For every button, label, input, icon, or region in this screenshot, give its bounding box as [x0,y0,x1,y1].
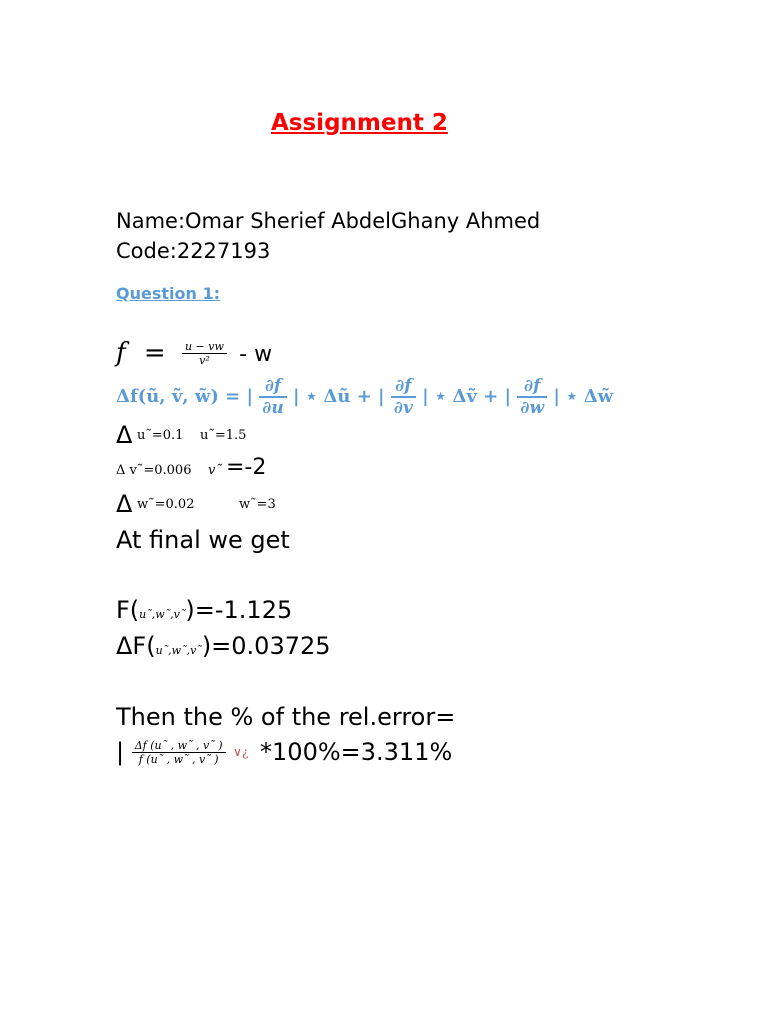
function-fraction [182,340,227,367]
v-value: =-2 [226,455,267,480]
partial-u-numerator: ∂f [259,376,286,398]
v-symbol: v˜ [208,463,222,478]
f-result-args: u˜,w˜,v˜ [139,608,186,621]
rel-error-numerator: Δf (u˜ , w˜ , v˜ ) [132,739,226,753]
rel-error-value: *100%=3.311% [260,738,453,766]
rel-error-denominator: f (u˜ , w˜ , v˜ ) [138,752,219,766]
relative-error-line [116,737,452,766]
rel-error-artifact: ∨¿ [233,745,249,759]
partial-w-fraction [517,376,547,418]
function-definition [116,338,272,368]
delta-u-text: u˜=0.1 [137,428,184,443]
student-code: Code:2227193 [116,239,271,263]
then-line: Then the % of the rel.error= [116,703,456,731]
formula-lhs: Δf(ũ, ṽ, w̃) = | [116,386,254,407]
u-value: u˜=1.5 [200,428,247,443]
given-u [116,421,132,449]
partial-w-denominator: ∂w [520,398,545,418]
partial-v-fraction [391,376,416,418]
fraction-numerator: u − vw [182,340,227,354]
student-name: Name:Omar Sherief AbdelGhany Ahmed [116,209,541,233]
minus-w: - w [239,342,273,367]
partial-w-numerator: ∂f [517,376,547,398]
term1-tail: | ⋆ Δũ + | [293,386,385,407]
rel-error-fraction [132,739,226,766]
error-propagation-formula [116,376,613,418]
f-result-prefix: F( [116,596,140,624]
partial-u-denominator: ∂u [262,398,284,418]
df-result-args: u˜,w˜,v˜ [155,644,202,657]
partial-u-fraction [259,376,286,418]
w-value: w˜=3 [239,497,276,512]
f-result [116,596,292,624]
term3-tail: | ⋆ Δw̃ [553,386,614,407]
at-final-text: At final we get [116,526,290,554]
delta-w-symbol: Δ [116,490,133,518]
equals-sign: = [143,338,166,368]
term2-tail: | ⋆ Δṽ + | [422,386,512,407]
question-heading: Question 1: [116,284,220,303]
f-result-value: )=-1.125 [185,596,293,624]
df-result [116,632,331,660]
delta-symbol: Δ [116,421,133,449]
abs-bar: | [116,738,125,766]
delta-v-value: Δ v˜=0.006 [116,463,192,478]
assignment-title: Assignment 2 [271,110,448,136]
df-result-prefix: ΔF( [116,632,156,660]
fraction-denominator: v² [199,354,210,367]
delta-w-value: w˜=0.02 [137,497,195,512]
partial-v-denominator: ∂v [393,398,413,418]
partial-v-numerator: ∂f [391,376,416,398]
df-result-value: )=0.03725 [201,632,331,660]
f-symbol: f [116,338,126,368]
